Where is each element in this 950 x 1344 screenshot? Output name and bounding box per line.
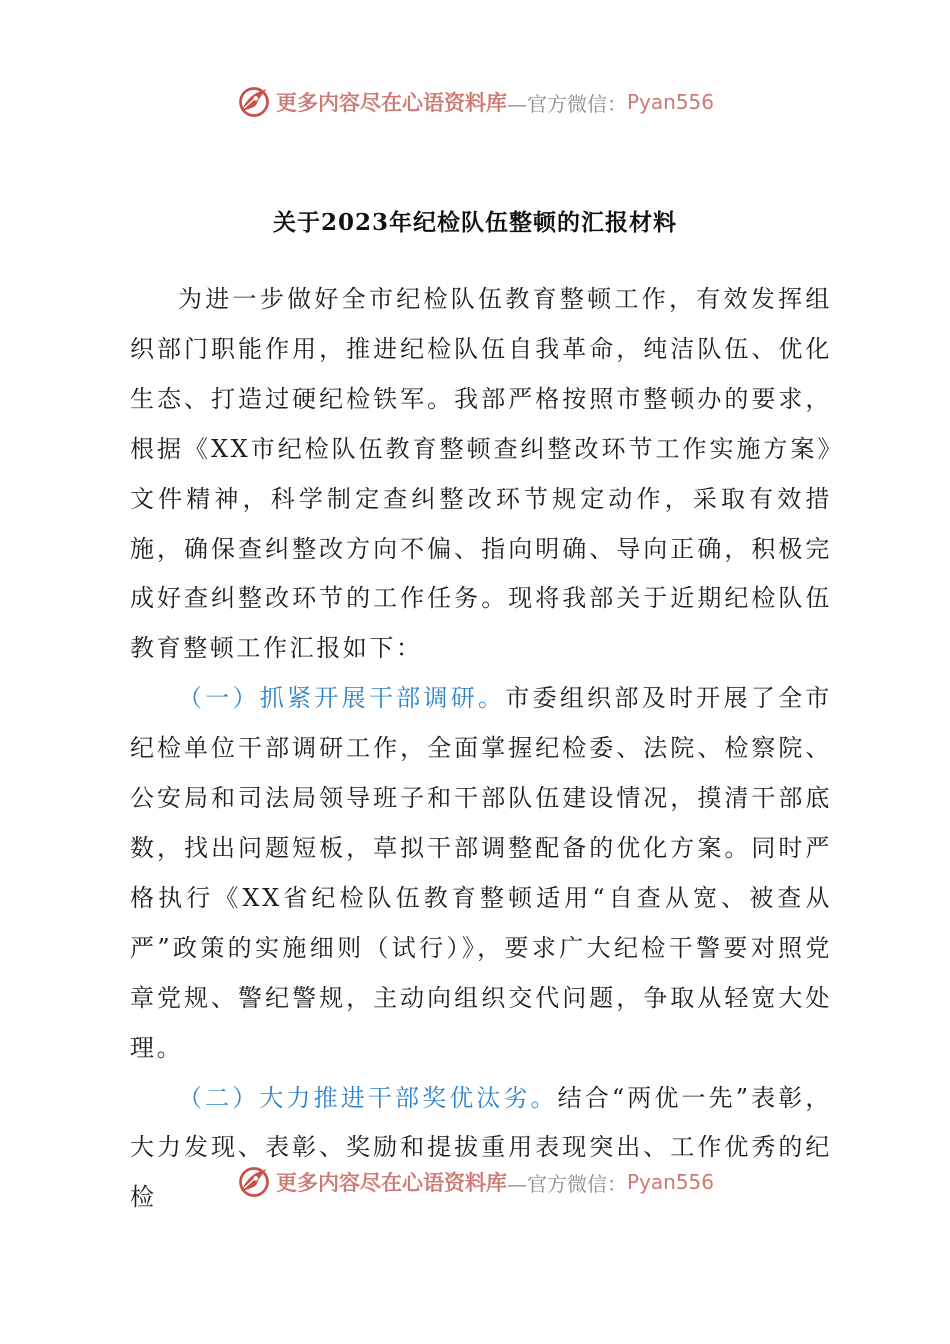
watermark-tagline-text: —官方微信： (506, 1171, 627, 1196)
document-title: 关于2023年纪检队伍整顿的汇报材料 (272, 209, 677, 236)
watermark-banner-top (0, 80, 950, 124)
watermark-brand-text: 更多内容尽在心语资料库 (275, 90, 507, 115)
section-text-1: 市委组织部及时开展了全市纪检单位干部调研工作，全面掌握纪检委、法院、检察院、公安局和司法局领导班子和干部队伍建设情况，摸清干部底数，找出问题短板，草拟干部调整配备的优化方案。同时严格执行《XX省纪检队伍教育整顿适用“自查从宽、被查从严”政策的实施细则（试行）》，要求广大纪检干警要对照党章党规、警纪警规，主动向组织交代问题，争取从轻宽大处理。 (130, 684, 833, 1062)
section-text-2: 结合“两优一先”表彰，大力发现、表彰、奖励和提拔重用表现突出、工作优秀的纪检 (130, 1083, 832, 1212)
section-paragraph-1 (130, 674, 832, 1073)
watermark-tagline-text: —官方微信： (506, 91, 627, 116)
pen-nib-logo-icon (236, 84, 272, 120)
pen-nib-logo-icon (236, 1164, 272, 1200)
watermark-banner-bottom (0, 1160, 950, 1204)
section-heading-2: （二）大力推进干部奖优汰劣。 (178, 1083, 558, 1112)
document-body (130, 275, 832, 1223)
watermark-wechat-id: Pyan556 (626, 90, 714, 114)
section-heading-1: （一）抓紧开展干部调研。 (178, 684, 506, 713)
watermark-wechat-id: Pyan556 (626, 1170, 714, 1194)
intro-paragraph: 为进一步做好全市纪检队伍教育整顿工作，有效发挥组织部门职能作用，推进纪检队伍自我革命，纯洁队伍、优化生态、打造过硬纪检铁军。我部严格按照市整顿办的要求，根据《XX市纪检队伍教育整顿查纠整改环节工作实施方案》文件精神，科学制定查纠整改环节规定动作，采取有效措施，确保查纠整改方向不偏、指向明确、导向正确，积极完成好查纠整改环节的工作任务。现将我部关于近期纪检队伍教育整顿工作汇报如下： (130, 285, 832, 663)
watermark-brand-text: 更多内容尽在心语资料库 (275, 1170, 507, 1195)
